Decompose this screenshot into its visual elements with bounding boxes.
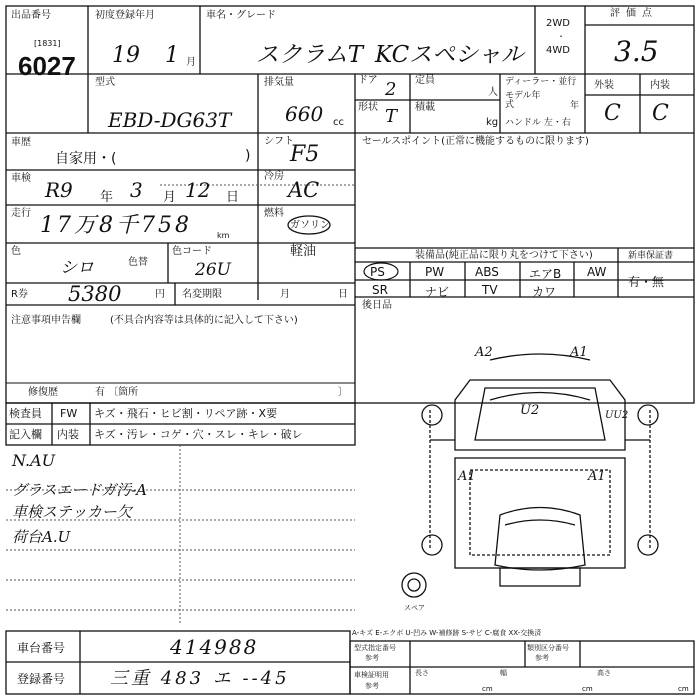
drive-4wd: 4WD xyxy=(546,45,570,56)
equip-ps-circle xyxy=(362,261,400,282)
color-code-label: 色コード xyxy=(172,246,212,257)
reg-year: 19 xyxy=(112,43,140,68)
drive-2wd: 2WD xyxy=(546,18,570,29)
width-unit: cm xyxy=(582,685,593,693)
reg-month-unit: 月 xyxy=(186,57,196,68)
fuel-value: ガソリン xyxy=(290,220,330,231)
repair-label: 修復歴 xyxy=(28,387,58,398)
int-grade: C xyxy=(652,101,669,126)
note-2: グラスエードガ汚-A xyxy=(12,481,148,499)
km-unit: km xyxy=(217,231,230,240)
fw-label: FW xyxy=(60,407,78,420)
mark-a1-right: A1 xyxy=(588,469,606,484)
shift-value: F5 xyxy=(290,142,320,167)
lot-sub: [1831] xyxy=(34,39,61,48)
rtax-unit: 円 xyxy=(155,289,165,300)
height-label: 高さ xyxy=(597,669,611,677)
vehicle-cert-label: 車検証明用 xyxy=(354,671,389,679)
rtax-value: 5380 xyxy=(68,282,122,306)
plate-label: 登録番号 xyxy=(17,672,66,686)
handle-label: ハンドル 左・右 xyxy=(505,118,571,128)
disp-label: 排気量 xyxy=(264,77,294,88)
car-grade: KCスペシャル xyxy=(375,42,524,68)
capacity-label: 定員 xyxy=(415,75,435,86)
cert-class-label: 類別区分番号 xyxy=(527,644,569,652)
disp-value: 660 xyxy=(285,102,324,126)
mark-u2-center: U2 xyxy=(520,403,540,418)
length-unit: cm xyxy=(482,685,493,693)
equip-leather: カワ xyxy=(532,285,557,299)
mark-a2-top: A2 xyxy=(475,345,493,360)
transfer-label: 名変期限 xyxy=(182,289,222,300)
inspector-label1: 検査員 xyxy=(9,407,42,420)
width-label: 幅 xyxy=(500,669,507,677)
ref-label-2: 参考 xyxy=(535,654,549,662)
warranty-value: 有・無 xyxy=(628,275,665,289)
sales-label: セールスポイント(正常に機能するものに限ります) xyxy=(362,136,589,147)
dealer-label: ディーラー・並行 xyxy=(505,77,577,87)
fw-text: キズ・飛石・ヒビ割・リペア跡・X要 xyxy=(94,407,278,420)
repair-value: 有 〔箇所 xyxy=(95,387,139,398)
equipment-title: 装備品(純正品に限り丸をつけて下さい) xyxy=(415,250,593,261)
ac-label: 冷房 xyxy=(264,171,284,182)
repair-close: 〕 xyxy=(338,387,348,398)
capacity-unit: 人 xyxy=(488,87,498,98)
ref-label-1: 参考 xyxy=(365,654,379,662)
aftermarket-label: 後日品 xyxy=(362,300,392,311)
warranty-label: 新車保証書 xyxy=(628,251,674,261)
reg-month: 1 xyxy=(165,43,179,68)
length-label: 長さ xyxy=(415,669,429,677)
fuel-circle-mark xyxy=(286,214,332,236)
color-value: シロ xyxy=(60,258,94,278)
lot-label: 出品番号 xyxy=(11,10,51,21)
equip-sr: SR xyxy=(372,283,388,297)
cert-model-label: 型式指定番号 xyxy=(354,644,396,652)
ac-value: AC xyxy=(288,178,320,202)
load-unit: kg xyxy=(486,117,499,128)
name-label: 車名・グレード xyxy=(206,10,276,21)
model-year-label: モデル年式 xyxy=(505,91,541,111)
inspect-label: 車検 xyxy=(11,173,31,184)
inspect-day-unit: 日 xyxy=(226,190,240,205)
mileage-label: 走行 xyxy=(11,208,31,219)
equip-navi: ナビ xyxy=(425,285,450,299)
lot-number: 6027 xyxy=(18,51,76,81)
shape-value: T xyxy=(385,106,398,127)
drive-sep: ・ xyxy=(557,32,565,41)
equip-ps: PS xyxy=(370,265,385,279)
model-label: 型式 xyxy=(95,77,115,88)
score-label: 評価点 xyxy=(610,8,658,19)
notes-hint: (不具合内容等は具体的に記入して下さい) xyxy=(110,315,298,326)
shift-label: シフト xyxy=(264,136,294,147)
inspector-label2: 記入欄 xyxy=(9,428,42,441)
reg-label: 初度登録年月 xyxy=(95,10,155,21)
inspect-month-unit: 月 xyxy=(163,190,177,205)
door-value: 2 xyxy=(385,79,397,100)
history-value: 自家用・( xyxy=(55,151,117,167)
plate-value: 三重 483 エ --45 xyxy=(110,668,290,689)
inspect-era: R9 xyxy=(45,178,73,202)
chassis-value: 414988 xyxy=(170,635,259,659)
shape-label: 形状 xyxy=(358,102,378,113)
note-4: 荷台A.U xyxy=(12,528,71,546)
mark-a1-left: A1 xyxy=(458,469,476,484)
equip-pw: PW xyxy=(425,265,445,279)
equip-tv: TV xyxy=(482,283,498,297)
inspect-month: 3 xyxy=(130,178,143,202)
color-code-value: 26U xyxy=(195,260,231,280)
equip-abs: ABS xyxy=(475,265,499,279)
repaint-label: 色替 xyxy=(128,257,148,268)
int-row-label: 内装 xyxy=(57,428,79,441)
door-label: ドア xyxy=(358,75,378,86)
disp-unit: cc xyxy=(333,117,344,128)
color-label: 色 xyxy=(11,246,21,257)
mileage-value: 17万8千758 xyxy=(40,213,192,238)
chassis-label: 車台番号 xyxy=(17,641,66,655)
mark-a1-top: A1 xyxy=(570,345,588,360)
year-unit: 年 xyxy=(570,101,580,111)
int-row-text: キズ・汚レ・コゲ・穴・スレ・キレ・破レ xyxy=(94,428,303,441)
load-label: 積載 xyxy=(415,102,435,113)
damage-legend: A-キズ E-エクボ U-凹み W-補修跡 S-サビ C-腐食 XX-交換済 xyxy=(352,629,542,637)
truck-damage-diagram xyxy=(400,340,700,620)
fuel-alt: 軽油 xyxy=(290,244,317,259)
car-name: スクラムT xyxy=(256,42,364,68)
history-close: ) xyxy=(245,148,251,164)
mark-spare: スペア xyxy=(404,604,425,612)
score-value: 3.5 xyxy=(614,35,659,68)
note-3: 車検ステッカー欠 xyxy=(12,503,132,521)
inspect-year-unit: 年 xyxy=(100,190,114,205)
notes-label: 注意事項申告欄 xyxy=(11,315,81,326)
ref-label-3: 参考 xyxy=(365,682,379,690)
rtax-label: R券 xyxy=(11,289,28,300)
transfer-month: 月 xyxy=(280,289,290,300)
equip-aw: AW xyxy=(587,265,607,279)
transfer-day: 日 xyxy=(338,289,348,300)
equip-airbag: エアB xyxy=(529,267,562,281)
fuel-label: 燃料 xyxy=(264,208,284,219)
history-label: 車歴 xyxy=(11,137,31,148)
ext-grade: C xyxy=(604,101,621,126)
model-value: EBD-DG63T xyxy=(108,108,232,132)
inspect-day: 12 xyxy=(185,178,211,202)
height-unit: cm xyxy=(678,685,689,693)
mark-uu2: UU2 xyxy=(605,410,629,421)
note-1: N.AU xyxy=(12,451,56,470)
ext-label: 外装 xyxy=(594,80,614,91)
int-label: 内装 xyxy=(650,80,670,91)
